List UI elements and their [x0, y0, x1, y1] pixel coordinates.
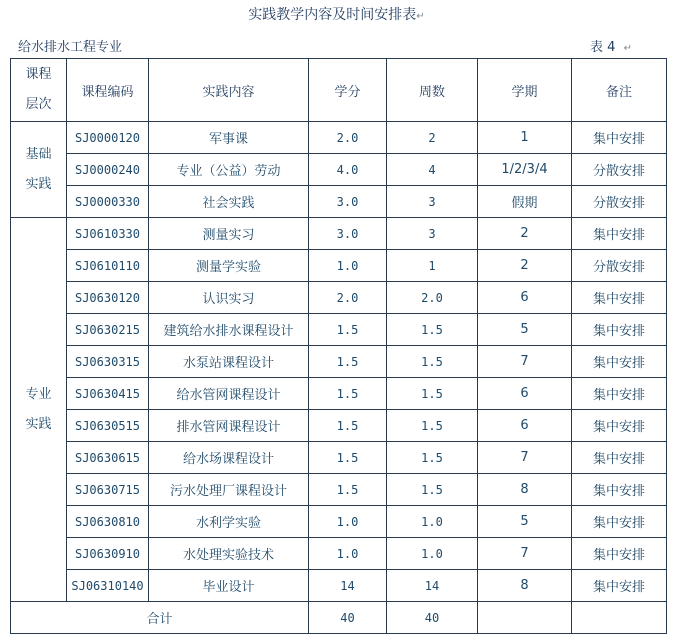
table-row	[11, 506, 667, 538]
level-cell-professional	[11, 218, 67, 602]
cell-weeks: 1.5	[387, 346, 478, 378]
cell-content: 给水管网课程设计	[149, 378, 309, 410]
major-name: 给水排水工程专业	[18, 40, 123, 55]
cell-term: 2	[478, 250, 572, 282]
cell-term: 2	[478, 218, 572, 250]
cell-content: 排水管网课程设计	[149, 410, 309, 442]
cell-term: 假期	[478, 186, 572, 218]
paragraph-mark: ↵	[416, 11, 425, 22]
cell-credit: 1.5	[309, 378, 387, 410]
cell-content: 社会实践	[149, 186, 309, 218]
cell-weeks: 1.0	[387, 538, 478, 570]
cell-remark: 分散安排	[572, 186, 667, 218]
cell-weeks: 2	[387, 122, 478, 154]
header-level	[11, 59, 67, 122]
cell-remark: 集中安排	[572, 346, 667, 378]
cell-weeks: 4	[387, 154, 478, 186]
cell-remark: 集中安排	[572, 506, 667, 538]
header-weeks: 周数	[387, 59, 478, 122]
cell-credit: 4.0	[309, 154, 387, 186]
cell-credit: 1.0	[309, 538, 387, 570]
cell-weeks: 3	[387, 218, 478, 250]
cell-credit: 1.5	[309, 314, 387, 346]
cell-credit: 3.0	[309, 186, 387, 218]
table-row	[11, 314, 667, 346]
cell-term: 8	[478, 570, 572, 602]
cell-term: 5	[478, 506, 572, 538]
cell-content: 给水场课程设计	[149, 442, 309, 474]
level-cell-basic	[11, 122, 67, 218]
cell-credit: 1.5	[309, 410, 387, 442]
cell-credit: 14	[309, 570, 387, 602]
cell-code: SJ0630315	[67, 346, 149, 378]
total-weeks: 40	[387, 602, 478, 634]
total-term	[478, 602, 572, 634]
cell-code: SJ0630215	[67, 314, 149, 346]
level-line1: 基础	[25, 146, 52, 162]
table-row	[11, 442, 667, 474]
table-row	[11, 154, 667, 186]
cell-credit: 3.0	[309, 218, 387, 250]
cell-term: 7	[478, 346, 572, 378]
cell-term: 6	[478, 378, 572, 410]
cell-code: SJ0630615	[67, 442, 149, 474]
cell-code: SJ0630515	[67, 410, 149, 442]
cell-content: 建筑给水排水课程设计	[149, 314, 309, 346]
cell-content: 军事课	[149, 122, 309, 154]
cell-credit: 1.0	[309, 506, 387, 538]
total-credit: 40	[309, 602, 387, 634]
level-line1: 专业	[25, 386, 52, 402]
cell-credit: 2.0	[309, 282, 387, 314]
cell-content: 测量学实验	[149, 250, 309, 282]
table-row	[11, 538, 667, 570]
cell-remark: 分散安排	[572, 250, 667, 282]
cell-code: SJ0000120	[67, 122, 149, 154]
header-level-line2: 层次	[25, 97, 52, 112]
cell-code: SJ0630910	[67, 538, 149, 570]
cell-remark: 集中安排	[572, 218, 667, 250]
header-credit: 学分	[309, 59, 387, 122]
cell-remark: 集中安排	[572, 314, 667, 346]
header-level-line1: 课程	[25, 67, 52, 82]
total-row	[11, 602, 667, 634]
cell-term: 8	[478, 474, 572, 506]
cell-code: SJ0000240	[67, 154, 149, 186]
cell-content: 专业（公益）劳动	[149, 154, 309, 186]
cell-credit: 1.5	[309, 474, 387, 506]
cell-weeks: 1.5	[387, 442, 478, 474]
table-row	[11, 570, 667, 602]
table-row	[11, 346, 667, 378]
cell-term: 6	[478, 410, 572, 442]
cell-remark: 集中安排	[572, 570, 667, 602]
cell-credit: 2.0	[309, 122, 387, 154]
cell-weeks: 1.5	[387, 314, 478, 346]
cell-remark: 集中安排	[572, 474, 667, 506]
cell-weeks: 2.0	[387, 282, 478, 314]
cell-content: 毕业设计	[149, 570, 309, 602]
table-row	[11, 186, 667, 218]
header-term: 学期	[478, 59, 572, 122]
cell-content: 污水处理厂课程设计	[149, 474, 309, 506]
level-line2: 实践	[25, 176, 52, 192]
table-row	[11, 378, 667, 410]
table-row	[11, 474, 667, 506]
cell-content: 测量实习	[149, 218, 309, 250]
cell-remark: 集中安排	[572, 378, 667, 410]
cell-remark: 集中安排	[572, 442, 667, 474]
cell-remark: 集中安排	[572, 410, 667, 442]
cell-term: 6	[478, 282, 572, 314]
cell-content: 水利学实验	[149, 506, 309, 538]
document-title-text: 实践教学内容及时间安排表	[248, 7, 417, 23]
cell-remark: 集中安排	[572, 538, 667, 570]
cell-code: SJ0610110	[67, 250, 149, 282]
cell-code: SJ06310140	[67, 570, 149, 602]
table-row	[11, 282, 667, 314]
table-row	[11, 410, 667, 442]
cell-weeks: 1.5	[387, 410, 478, 442]
cell-remark: 集中安排	[572, 282, 667, 314]
cell-term: 5	[478, 314, 572, 346]
cell-content: 认识实习	[149, 282, 309, 314]
cell-weeks: 14	[387, 570, 478, 602]
table-number-text: 表 4	[590, 40, 616, 55]
cell-weeks: 1.0	[387, 506, 478, 538]
practice-schedule-table	[10, 58, 667, 634]
table-number	[590, 36, 632, 55]
cell-term: 7	[478, 538, 572, 570]
table-row	[11, 250, 667, 282]
table-row	[11, 218, 667, 250]
cell-term: 7	[478, 442, 572, 474]
header-row	[11, 59, 667, 122]
header-code: 课程编码	[67, 59, 149, 122]
cell-weeks: 3	[387, 186, 478, 218]
cell-code: SJ0000330	[67, 186, 149, 218]
cell-remark: 分散安排	[572, 154, 667, 186]
cell-credit: 1.5	[309, 442, 387, 474]
cell-term: 1	[478, 122, 572, 154]
cell-code: SJ0630810	[67, 506, 149, 538]
cell-weeks: 1.5	[387, 378, 478, 410]
total-label: 合计	[11, 602, 309, 634]
cell-term: 1/2/3/4	[478, 154, 572, 186]
cell-credit: 1.0	[309, 250, 387, 282]
cell-code: SJ0630715	[67, 474, 149, 506]
level-line2: 实践	[25, 416, 52, 432]
cell-weeks: 1.5	[387, 474, 478, 506]
cell-content: 水泵站课程设计	[149, 346, 309, 378]
header-remark: 备注	[572, 59, 667, 122]
total-remark	[572, 602, 667, 634]
cell-code: SJ0610330	[67, 218, 149, 250]
table-row	[11, 122, 667, 154]
document-title	[0, 4, 673, 24]
cell-weeks: 1	[387, 250, 478, 282]
cell-code: SJ0630415	[67, 378, 149, 410]
cell-credit: 1.5	[309, 346, 387, 378]
paragraph-mark: ↵	[623, 43, 633, 54]
cell-code: SJ0630120	[67, 282, 149, 314]
cell-content: 水处理实验技术	[149, 538, 309, 570]
cell-remark: 集中安排	[572, 122, 667, 154]
header-content: 实践内容	[149, 59, 309, 122]
